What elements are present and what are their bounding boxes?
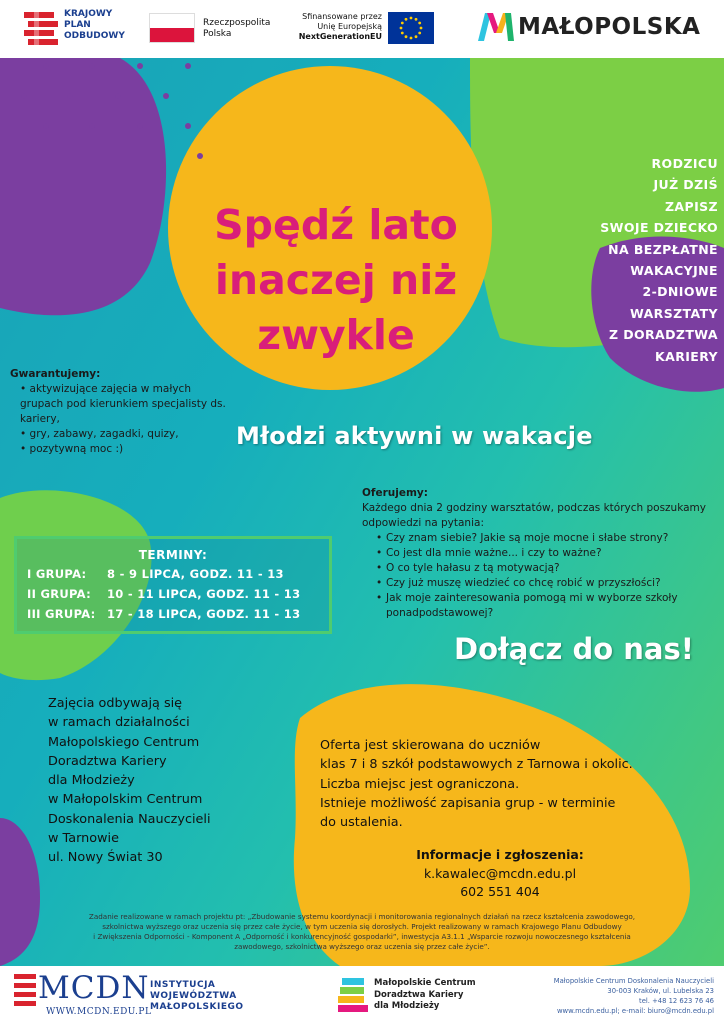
malopolska-logo-text: MAŁOPOLSKA [518,14,701,40]
classes-line: w Tarnowie [48,831,119,847]
footnote-line: Zadanie realizowane w ramach projektu pt: „Zbudowanie systemu koordynacji i monitorowania regionalnych działań na rzecz kształcenia zawodowego, [88,912,636,921]
guarantee-item: • pozytywną moc :) [20,442,235,457]
parent-line: NA BEZPŁATNE [608,241,718,257]
offer-title: Oferujemy: [362,487,428,499]
parent-line: WARSZTATY [629,305,718,321]
classes-line: ul. Nowy Świat 30 [48,850,163,866]
guarantee-section [10,367,235,457]
footnote-line: szkolnictwa wyższego oraz uczenia się przez całe życie, w tym uczenia się dorosłych. Projekt realizowany w ramach Krajowego Planu Odbudowy [102,922,622,931]
mcdn-website-link[interactable]: WWW.MCDN.EDU.PL [46,1007,152,1017]
classes-line: dla Młodzieży [48,773,135,789]
classes-line: Małopolskiego Centrum [48,734,200,750]
group-date: 17 - 18 LIPCA, GODZ. 11 - 13 [107,607,301,621]
offer-section [362,486,717,621]
rp-logo-text [203,18,270,40]
eu-line: Unię Europejską [317,22,382,31]
parent-line: SWOJE DZIECKO [600,220,718,236]
logo-header [0,0,724,58]
contact-title: Informacje i zgłoszenia: [416,847,584,862]
audience-info [320,736,700,832]
group-label: I GRUPA: [27,567,87,581]
slogan-text: Młodzi aktywni w wakacje [236,422,593,450]
kpo-logo-text [64,9,125,42]
mcdn-logo-icon [14,974,36,1008]
parent-line: RODZICU [651,156,718,171]
inst-line: WOJEWÓDZTWA [150,991,237,1001]
eu-line: Sfinansowane przez [302,12,382,21]
rp-line: Rzeczpospolita [203,18,271,28]
footnote-line: zawodowego, szkolnictwa wyższego oraz uczenia się przez całe życie”. [234,942,490,951]
terms-row-group-1 [27,567,284,581]
rp-line: Polska [203,29,232,39]
audience-line: Istnieje możliwość zapisania grup - w terminie [320,795,616,811]
contact-line: www.mcdn.edu.pl; e-mail: biuro@mcdn.edu.pl [556,1007,714,1015]
eu-flag-icon [388,12,434,44]
parent-call-text [555,153,718,367]
heading-line: zwykle [257,311,415,359]
main-heading [168,198,504,363]
parent-line: 2-DNIOWE [642,284,718,300]
classes-info [48,694,278,868]
terms-row-group-3 [27,607,300,621]
inst-line: MAŁOPOLSKIEGO [150,1002,244,1012]
heading-line: Spędź lato [214,201,458,249]
contact-line: tel. +48 12 623 76 46 [639,997,714,1005]
group-date: 8 - 9 LIPCA, GODZ. 11 - 13 [107,567,284,581]
group-date: 10 - 11 LIPCA, GODZ. 11 - 13 [107,587,301,601]
contact-email-link[interactable]: k.kawalec@mcdn.edu.pl [423,866,577,881]
guarantee-title: Gwarantujemy: [10,368,101,380]
terms-title: TERMINY: [138,548,208,562]
classes-line: Zajęcia odbywają się [48,696,183,711]
footnote-line: i Zwiększenia Odporności - Komponent A „Odporność i konkurencyjność gospodarki”, inwestycja A3.1.1 „Wsparcie rozwoju nowoczesnego kształcenia [93,932,631,941]
offer-question: • O co tyle hałasu z tą motywacją? [376,561,717,576]
offer-question: • Czy już muszę wiedzieć co chcę robić w przyszłości? [376,576,717,591]
project-footnote [6,912,718,952]
parent-line: JUŻ DZIŚ [653,177,718,193]
parent-line: WAKACYJNE [630,263,718,279]
offer-question: • Jak moje zainteresowania pomogą mi w wyborze szkoły ponadpodstawowej? [376,591,717,621]
poland-flag-icon [149,13,195,43]
guarantee-item: • gry, zabawy, zagadki, quizy, [20,427,235,442]
audience-line: klas 7 i 8 szkół podstawowych z Tarnowa i okolic. [320,757,633,773]
offer-question: • Czy znam siebie? Jakie są moje mocne i słabe strony? [376,531,717,546]
group-label: II GRUPA: [27,587,91,601]
malopolska-logo-icon [478,13,514,41]
parent-line: ZAPISZ [664,198,718,214]
contact-line: 30-003 Kraków, ul. Lubelska 23 [607,987,714,995]
offer-question-list [362,531,717,621]
audience-line: do ustalenia. [320,815,403,831]
inst-line: INSTYTUCJA [150,980,216,990]
mcdk-line: dla Młodzieży [374,1001,440,1011]
mcdk-line: Doradztwa Kariery [374,989,464,1000]
join-us-text: Dołącz do nas! [454,632,694,666]
classes-line: w Małopolskim Centrum [48,792,203,808]
terms-box [14,536,332,634]
guarantee-item: • aktywizujące zajęcia w małych grupach pod kierunkiem specjalisty ds. kariery, [20,382,235,427]
classes-line: w ramach działalności [48,715,190,731]
parent-line: Z DORADZTWA [609,327,718,343]
kpo-line: PLAN [64,20,91,30]
logo-footer [0,966,724,1024]
offer-question: • Co jest dla mnie ważne... i czy to ważne? [376,546,717,561]
institution-contact [540,976,714,1016]
mcdk-line: Małopolskie Centrum [374,978,476,988]
mcdk-logo-icon [338,978,368,1012]
mcdk-logo-text [374,978,476,1013]
guarantee-list [10,382,235,457]
offer-intro: Każdego dnia 2 godziny warsztatów, podczas których poszukamy odpowiedzi na pytania: [362,502,706,529]
kpo-line: KRAJOWY [64,9,113,19]
classes-line: Doskonalenia Nauczycieli [48,811,211,827]
heading-line: inaczej niż [214,256,458,304]
kpo-logo-icon [24,10,60,46]
eu-funding-text [292,12,382,42]
parent-line: KARIERY [655,348,718,364]
mcdn-logo-text: MCDN [38,970,150,1006]
contact-line: Małopolskie Centrum Doskonalenia Nauczycieli [553,977,714,985]
terms-row-group-2 [27,587,300,601]
institution-label [150,980,244,1013]
kpo-line: ODBUDOWY [64,31,125,41]
group-label: III GRUPA: [27,607,96,621]
audience-line: Oferta jest skierowana do uczniów [320,738,541,753]
classes-line: Doradztwa Kariery [48,753,167,769]
audience-line: Liczba miejsc jest ograniczona. [320,776,520,792]
eu-line: NextGenerationEU [298,32,382,41]
contact-phone: 602 551 404 [460,884,540,899]
